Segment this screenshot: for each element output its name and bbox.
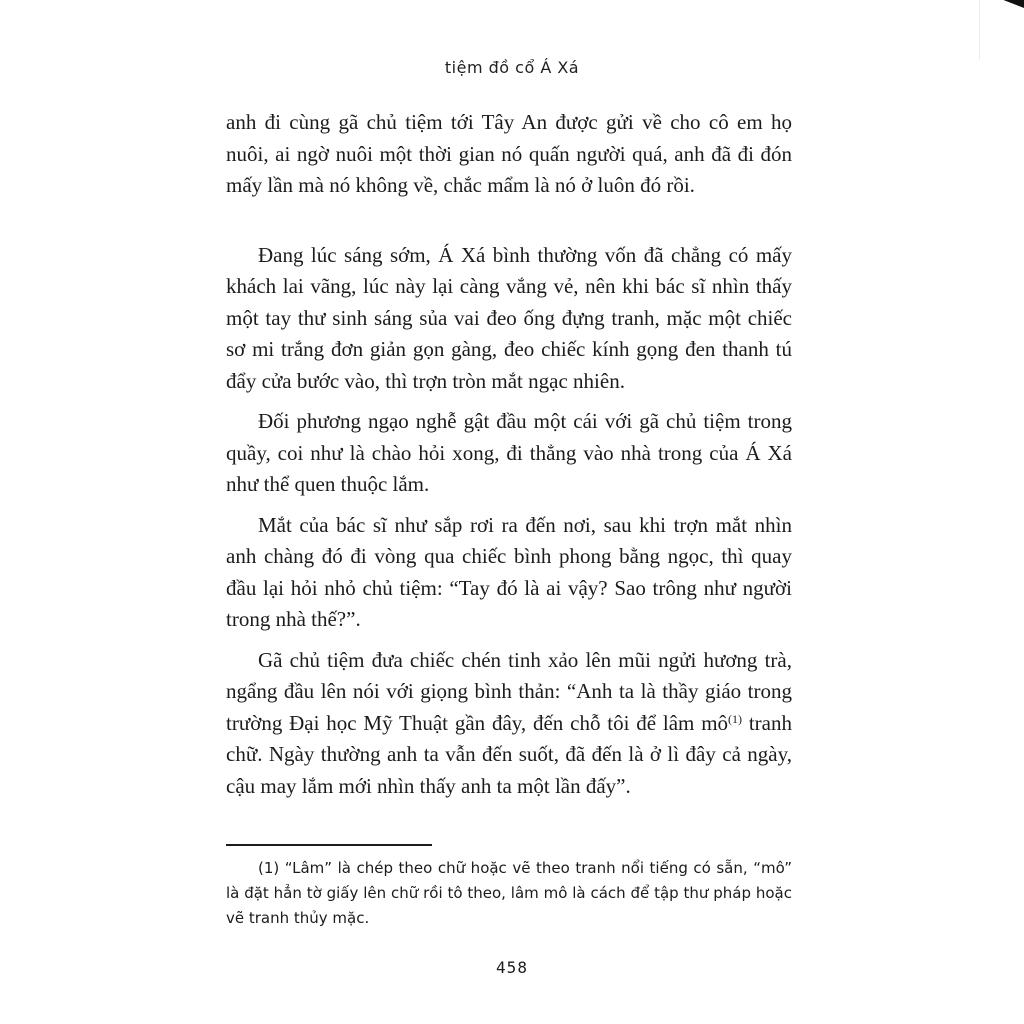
- scan-edge-line: [979, 0, 980, 60]
- paragraph-text: tranh chữ. Ngày thường anh ta vẫn đến suốt, đã đến là ở lì đây cả ngày, cậu may lắm mới nhìn thấy anh ta một lần đấy”.: [226, 710, 792, 798]
- scan-corner-mark: [988, 0, 1024, 8]
- footnote-divider: [226, 844, 432, 846]
- body-text: [226, 107, 792, 802]
- footnote-reference: (1): [728, 711, 743, 726]
- paragraph-with-footnote-ref: [226, 645, 792, 803]
- page-number: 458: [496, 958, 528, 977]
- paragraph: anh đi cùng gã chủ tiệm tới Tây An được gửi về cho cô em họ nuôi, ai ngờ nuôi một thời gian nó quấn người quá, anh đã đi đón mấy lần mà nó không về, chắc mẩm là nó ở luôn đó rồi.: [226, 110, 792, 197]
- paragraph: Mắt của bác sĩ như sắp rơi ra đến nơi, sau khi trợn mắt nhìn anh chàng đó đi vòng qua chiếc bình phong bằng ngọc, thì quay đầu lại hỏi nhỏ chủ tiệm: “Tay đó là ai vậy? Sao trông như người trong nhà thế?”.: [226, 512, 792, 631]
- paragraph: Đối phương ngạo nghễ gật đầu một cái với gã chủ tiệm trong quầy, coi như là chào hỏi xong, đi thẳng vào nhà trong của Á Xá như thể quen thuộc lắm.: [226, 409, 792, 496]
- running-head: tiệm đồ cổ Á Xá: [444, 58, 580, 77]
- paragraph-text: Gã chủ tiệm đưa chiếc chén tinh xảo lên mũi ngửi hương trà, ngẩng đầu lên nói với giọng bình thản: “Anh ta là thầy giáo trong trường Đại học Mỹ Thuật gần đây, đến chỗ tôi để lâm mô: [226, 647, 792, 735]
- paragraph: Đang lúc sáng sớm, Á Xá bình thường vốn đã chẳng có mấy khách lai vãng, lúc này lại càng vắng vẻ, nên khi bác sĩ nhìn thấy một tay thư sinh sáng sủa vai đeo ống đựng tranh, mặc một chiếc sơ mi trắng đơn giản gọn gàng, đeo chiếc kính gọng đen thanh tú đẩy cửa bước vào, thì trợn tròn mắt ngạc nhiên.: [226, 242, 792, 393]
- footnote: (1) “Lâm” là chép theo chữ hoặc vẽ theo tranh nổi tiếng có sẵn, “mô” là đặt hẳn tờ giấy lên chữ rồi tô theo, lâm mô là cách để tập thư pháp hoặc vẽ tranh thủy mặc.: [226, 859, 792, 927]
